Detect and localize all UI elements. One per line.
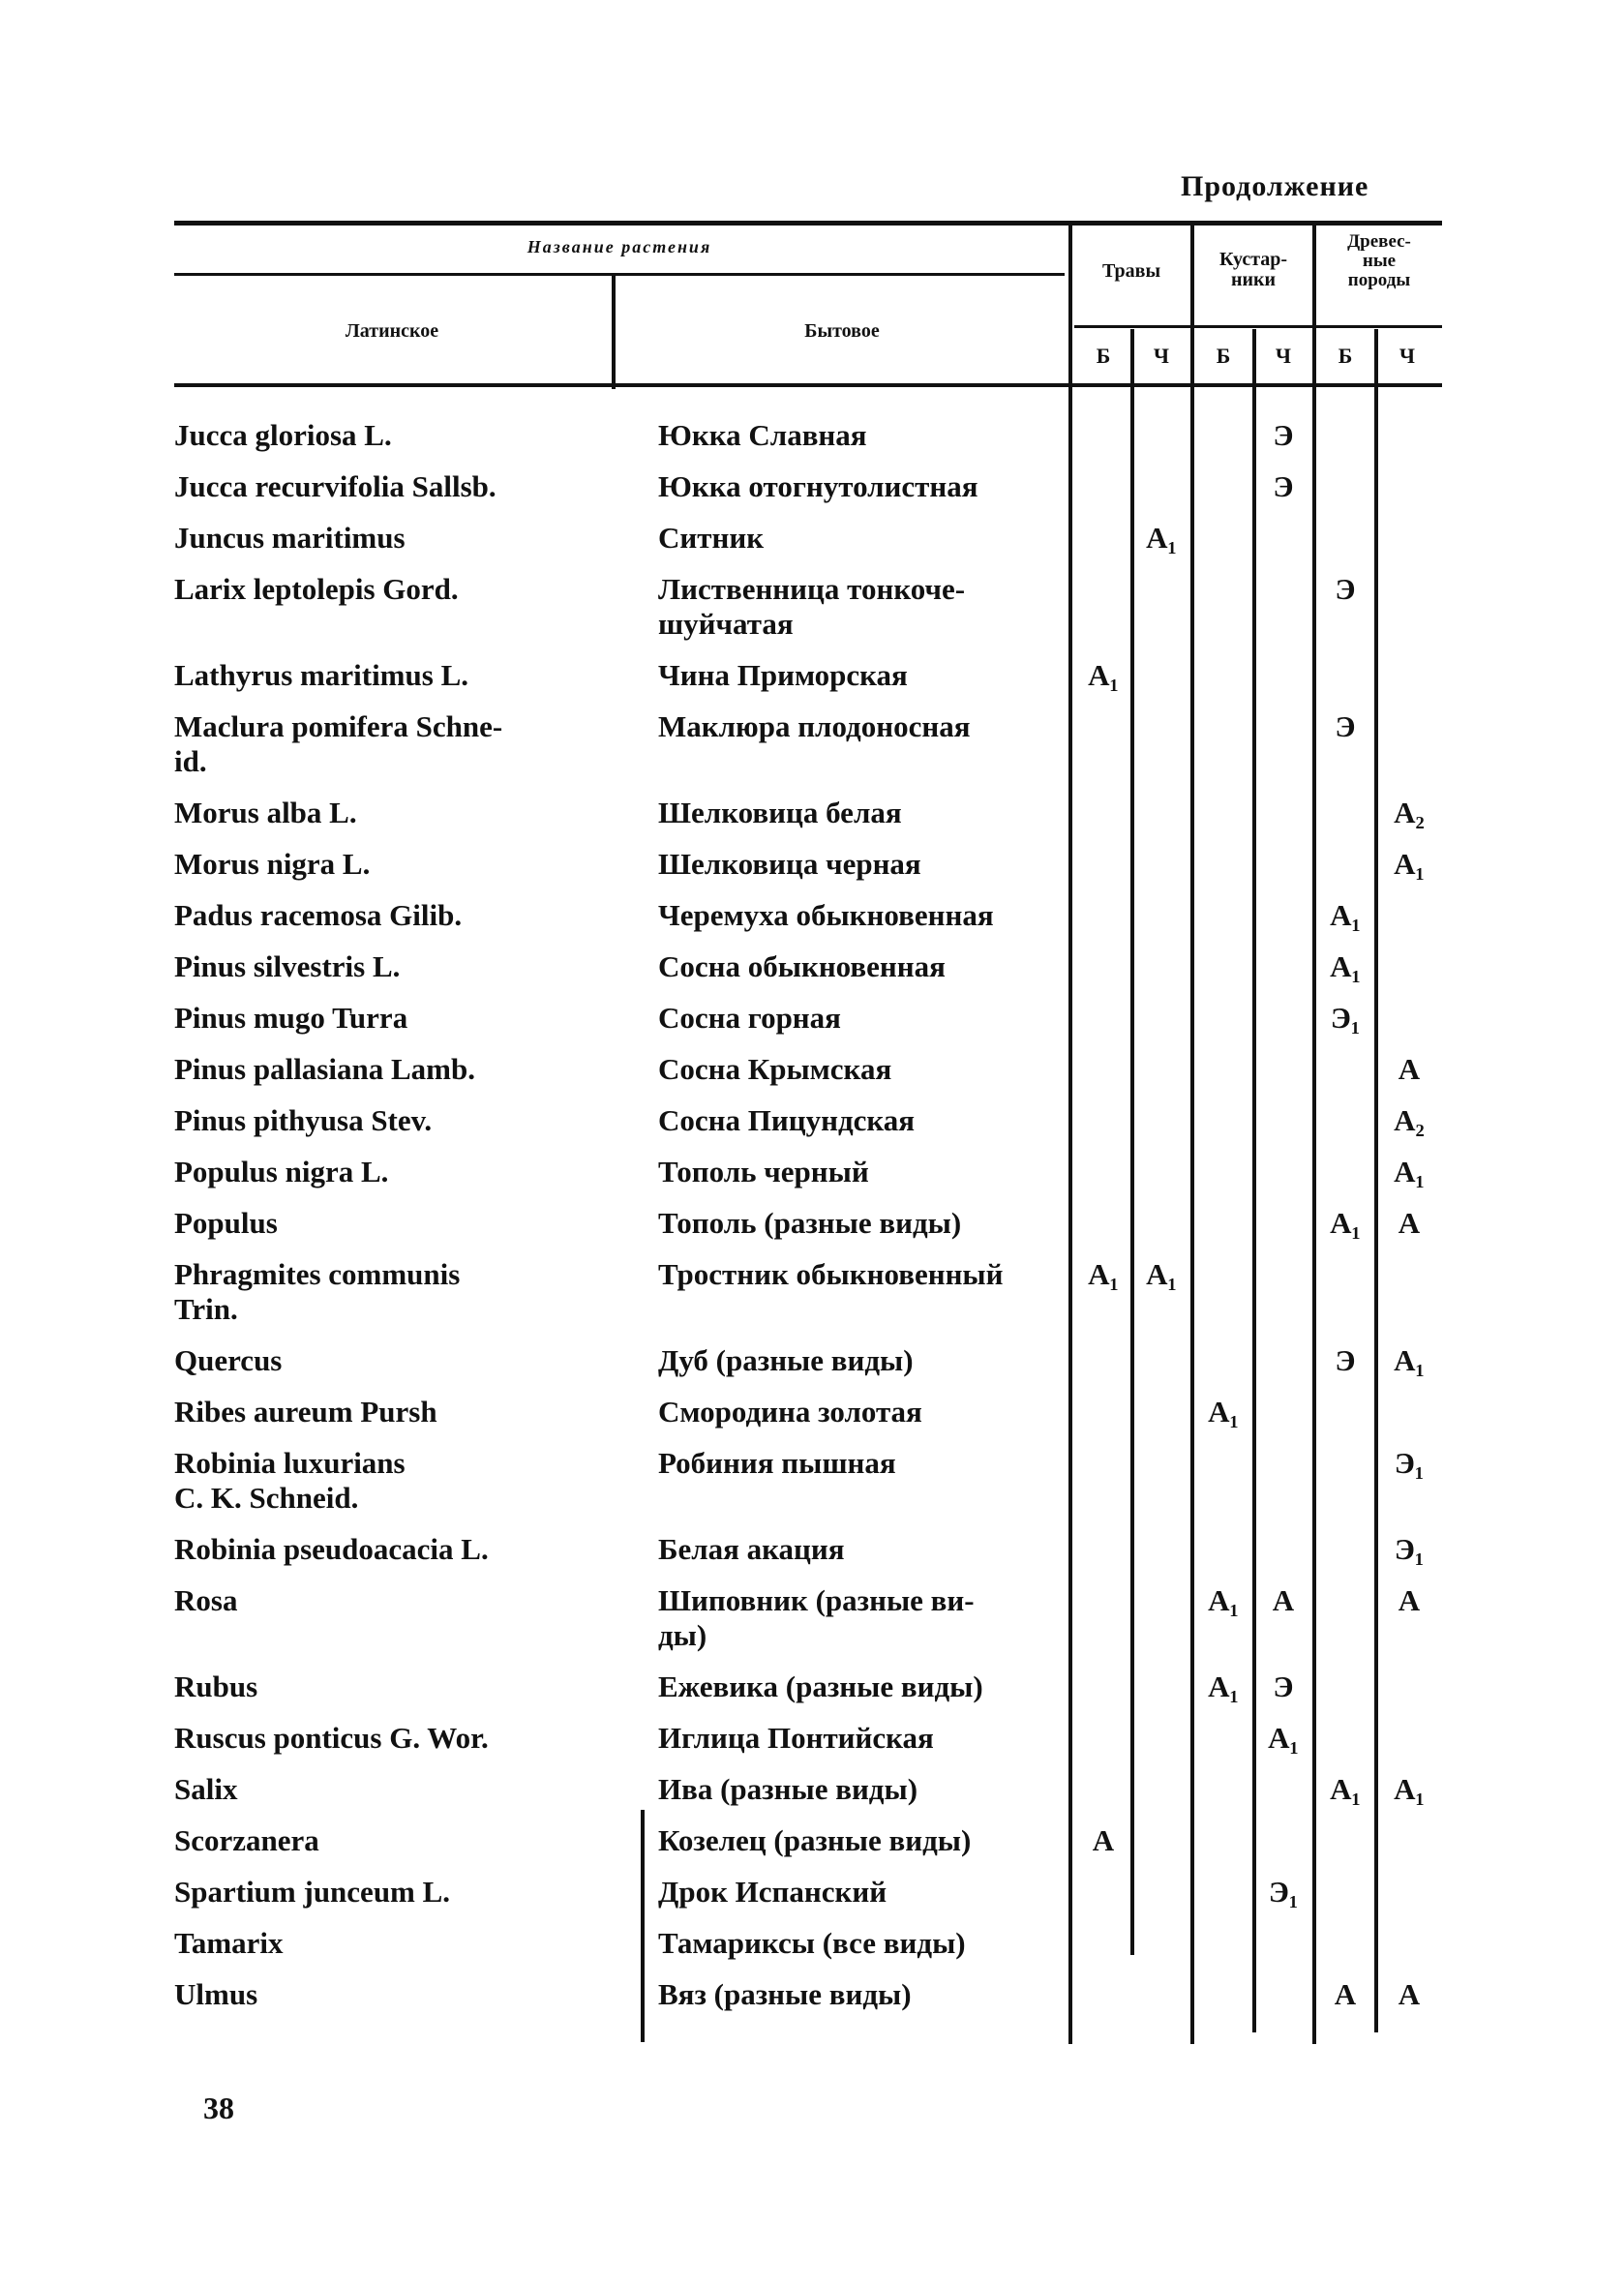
habitat-mark: Э <box>1335 572 1356 606</box>
latin-name: Pinus pithyusa Stev. <box>174 1103 433 1137</box>
group-trees-header: Древес- ные породы <box>1347 231 1411 290</box>
habitat-mark: Э₁ <box>1394 1532 1425 1566</box>
latin-name: Rubus <box>174 1669 258 1703</box>
habitat-mark: A₂ <box>1394 1103 1425 1137</box>
latin-name: Morus alba L. <box>174 796 357 829</box>
latin-name: Maclura pomifera Schne- id. <box>174 709 503 778</box>
page-number: 38 <box>203 2090 234 2125</box>
latin-name: Populus <box>174 1206 278 1240</box>
latin-name: Populus nigra L. <box>174 1155 389 1188</box>
common-name: Смородина золотая <box>658 1395 922 1429</box>
habitat-mark: A₁ <box>1146 1257 1177 1291</box>
latin-name: Ruscus ponticus G. Wor. <box>174 1721 489 1755</box>
common-name: Сосна обыкновенная <box>658 949 946 983</box>
habitat-mark: Э <box>1273 418 1294 452</box>
latin-name: Pinus pallasiana Lamb. <box>174 1052 475 1086</box>
latin-name: Larix leptolepis Gord. <box>174 572 459 606</box>
latin-name: Scorzanera <box>174 1823 319 1857</box>
habitat-mark: A₁ <box>1330 898 1361 932</box>
col-rule-trees-mid <box>1374 329 1378 2032</box>
latin-name: Juncus maritimus <box>174 521 406 555</box>
sub-header-trees-b: Б <box>1338 344 1353 368</box>
habitat-mark: A <box>1398 1052 1421 1086</box>
habitat-mark: Э₁ <box>1394 1446 1425 1480</box>
common-name: Сосна Крымская <box>658 1052 892 1086</box>
latin-name: Rosa <box>174 1583 238 1617</box>
habitat-mark: A₁ <box>1268 1721 1299 1755</box>
habitat-mark: A₁ <box>1330 949 1361 983</box>
names-header: Название растения <box>526 237 712 256</box>
sub-header-shrubs-ch: Ч <box>1275 344 1292 368</box>
habitat-mark: A <box>1092 1823 1115 1857</box>
latin-name: Quercus <box>174 1343 283 1377</box>
habitat-mark: A₁ <box>1088 658 1119 692</box>
habitat-mark: Э <box>1335 709 1356 743</box>
common-name: Вяз (разные виды) <box>658 1977 912 2011</box>
groups-subrule <box>1074 325 1442 328</box>
latin-name: Jucca recurvifolia Sallsb. <box>174 469 496 503</box>
names-subrule <box>174 273 1065 276</box>
habitat-mark: A₁ <box>1146 521 1177 555</box>
habitat-mark: Э <box>1273 469 1294 503</box>
latin-name: Tamarix <box>174 1926 284 1960</box>
common-name: Ситник <box>658 521 765 555</box>
col-rule-common-left <box>641 1810 645 2042</box>
common-name: Иглица Понтийская <box>658 1721 934 1755</box>
common-name: Тамариксы (все виды) <box>658 1926 966 1960</box>
common-name: Шелковица черная <box>658 847 921 881</box>
common-name: Тополь (разные виды) <box>658 1206 962 1240</box>
group-herbs-header: Травы <box>1101 260 1161 282</box>
latin-name: Robinia luxurians C. K. Schneid. <box>174 1446 406 1515</box>
habitat-mark: A₁ <box>1394 1772 1425 1806</box>
common-name: Сосна горная <box>658 1001 841 1035</box>
common-name: Тополь черный <box>658 1155 869 1188</box>
common-name: Дрок Испанский <box>658 1875 887 1909</box>
habitat-mark: A <box>1398 1977 1421 2011</box>
col-rule-herbs-mid <box>1130 329 1134 1955</box>
common-name: Шелковица белая <box>658 796 902 829</box>
sub-header-shrubs-b: Б <box>1216 344 1231 368</box>
common-name: Дуб (разные виды) <box>658 1343 914 1377</box>
habitat-mark: Э <box>1335 1343 1356 1377</box>
habitat-mark: A₁ <box>1330 1772 1361 1806</box>
latin-name: Robinia pseudoacacia L. <box>174 1532 489 1566</box>
common-name: Козелец (разные виды) <box>658 1823 972 1857</box>
habitat-mark: A₁ <box>1208 1395 1239 1429</box>
latin-name: Lathyrus maritimus L. <box>174 658 468 692</box>
common-header: Бытовое <box>804 320 880 342</box>
latin-name: Salix <box>174 1772 238 1806</box>
latin-name: Morus nigra L. <box>174 847 371 881</box>
latin-name: Jucca gloriosa L. <box>174 418 392 452</box>
habitat-mark: A <box>1398 1583 1421 1617</box>
latin-name: Pinus silvestris L. <box>174 949 401 983</box>
latin-name: Ulmus <box>174 1977 258 2011</box>
habitat-mark: A <box>1272 1583 1295 1617</box>
common-name: Робиния пышная <box>658 1446 896 1480</box>
latin-name: Pinus mugo Turra <box>174 1001 408 1035</box>
habitat-mark: A₁ <box>1088 1257 1119 1291</box>
col-rule-names <box>612 273 616 389</box>
continuation-label: Продолжение <box>1181 170 1369 202</box>
group-shrubs-header: Кустар- ники <box>1218 249 1288 290</box>
habitat-mark: A <box>1398 1206 1421 1240</box>
common-name: Белая акация <box>658 1532 845 1566</box>
col-rule-herbs-right <box>1190 225 1194 2044</box>
latin-header: Латинское <box>345 320 439 342</box>
top-rule <box>174 221 1442 226</box>
common-name: Сосна Пицундская <box>658 1103 916 1137</box>
common-name: Шиповник (разные ви- ды) <box>658 1583 975 1652</box>
sub-header-trees-ch: Ч <box>1398 344 1416 368</box>
latin-name: Ribes aureum Pursh <box>174 1395 437 1429</box>
sub-header-herbs-b: Б <box>1096 344 1111 368</box>
habitat-mark: Э <box>1273 1669 1294 1703</box>
habitat-mark: A₁ <box>1394 1155 1425 1188</box>
habitat-mark: A₁ <box>1208 1669 1239 1703</box>
sub-header-herbs-ch: Ч <box>1153 344 1170 368</box>
common-name: Ива (разные виды) <box>658 1772 918 1806</box>
common-name: Маклюра плодоносная <box>658 709 971 743</box>
common-name: Лиственница тонкоче- шуйчатая <box>658 572 966 641</box>
common-name: Юкка отогнутолистная <box>658 469 978 503</box>
col-rule-shrubs-mid <box>1252 329 1256 2032</box>
latin-name: Phragmites communis Trin. <box>174 1257 461 1326</box>
habitat-mark: A <box>1334 1977 1357 2011</box>
common-name: Тростник обыкновенный <box>658 1257 1004 1291</box>
common-name: Чина Приморская <box>658 658 908 692</box>
habitat-mark: A₁ <box>1394 1343 1425 1377</box>
habitat-mark: A₁ <box>1208 1583 1239 1617</box>
habitat-mark: Э₁ <box>1268 1875 1299 1909</box>
habitat-mark: Э₁ <box>1330 1001 1361 1035</box>
habitat-mark: A₁ <box>1394 847 1425 881</box>
col-rule-shrubs-right <box>1312 225 1316 2044</box>
common-name: Юкка Славная <box>658 418 867 452</box>
habitat-mark: A₂ <box>1394 796 1425 829</box>
habitat-mark: A₁ <box>1330 1206 1361 1240</box>
latin-name: Spartium junceum L. <box>174 1875 451 1909</box>
latin-name: Padus racemosa Gilib. <box>174 898 463 932</box>
common-name: Черемуха обыкновенная <box>658 898 994 932</box>
common-name: Ежевика (разные виды) <box>658 1669 983 1703</box>
